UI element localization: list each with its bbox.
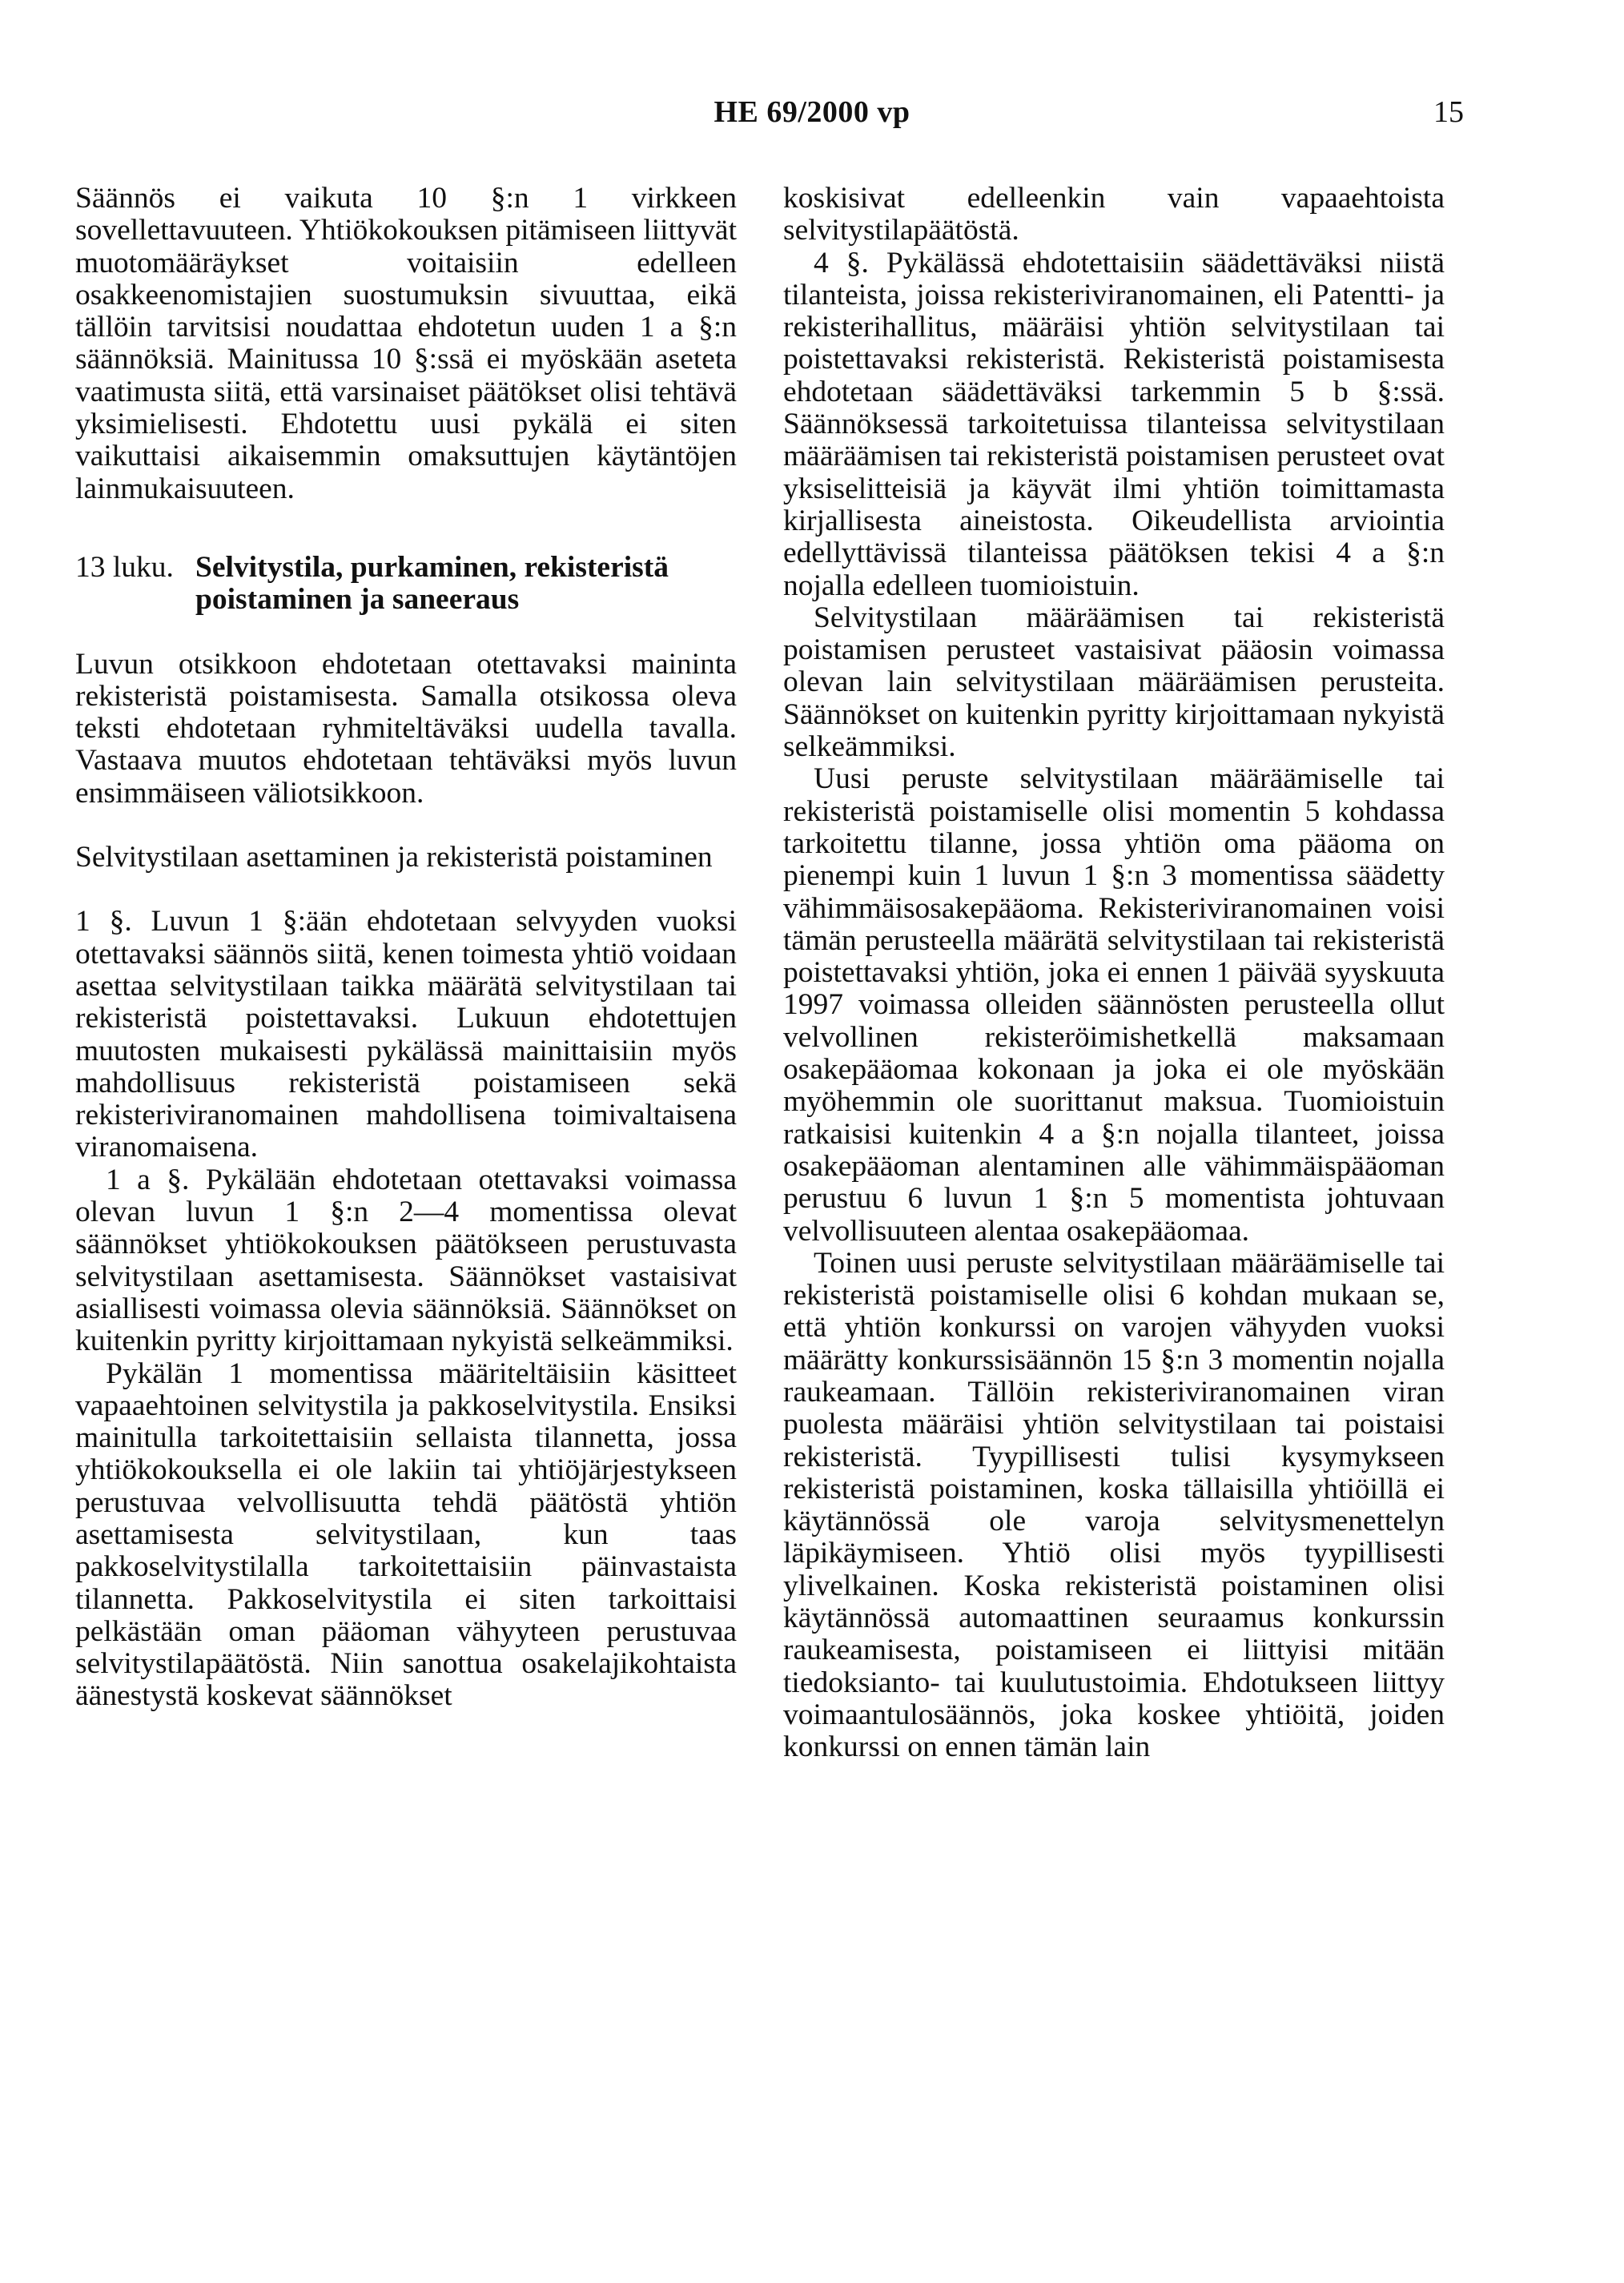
paragraph: Pykälän 1 momentissa määriteltäisiin käsitteet vapaaehtoinen selvitystila ja pakkoselvitystila. Ensiksi mainitulla tarkoitettaisiin sellaista tilannetta, jossa yhtiökokouksella ei ole lakiin tai yhtiöjärjestykseen perustuvaa velvollisuutta tehdä päätöstä yhtiön asettamisesta selvitystilaan, kun taas pakkoselvitystilalla tarkoitettaisiin päinvastaista tilannetta. Pakkoselvitystila ei siten tarkoittaisi pelkästään oman pääoman vähyyteen perustuvaa selvitystilapäätöstä. Niin sanottua osakelajikohtaista äänestystä koskevat säännökset: [75, 1357, 737, 1713]
left-column: [75, 183, 737, 1713]
chapter-title: Selvitystila, purkaminen, rekisteristä poistaminen ja saneeraus: [195, 550, 669, 617]
chapter-heading: [75, 552, 737, 617]
paragraph: koskisivat edelleenkin vain vapaaehtoista selvitystilapäätöstä.: [783, 182, 1445, 247]
paragraph: 4 §. Pykälässä ehdotettaisiin säädettäväksi niistä tilanteista, joissa rekisteriviranomainen, eli Patentti- ja rekisterihallitus, määräisi yhtiön selvitystilaan tai poistettavaksi rekisteristä. Rekisteristä poistamisesta ehdotetaan säädettäväksi tarkemmin 5 b §:ssä. Säännöksessä tarkoitetuissa tilanteissa selvitystilaan määräämisen tai rekisteristä poistamisen perusteet ovat yksiselitteisiä ja käyvät ilmi yhtiön toimittamasta kirjallisesta aineistosta. Oikeudellista arviointia edellyttävissä tilanteissa päätöksen tekisi 4 a §:n nojalla edelleen tuomioistuin.: [783, 246, 1445, 602]
paragraph: Selvitystilaan määräämisen tai rekisteristä poistamisen perusteet vastaisivat pääosin voimassa olevan lain selvitystilaan määräämisen perusteita. Säännökset on kuitenkin pyritty kirjoittamaan nykyistä selkeämmiksi.: [783, 601, 1445, 764]
page-header: [0, 94, 1624, 135]
paragraph: Toinen uusi peruste selvitystilaan määräämiselle tai rekisteristä poistamiselle olisi 6 kohdan mukaan se, että yhtiön konkurssi on varojen vähyyden vuoksi määrätty konkurssisäännön 15 §:n 3 momentin nojalla raukeamaan. Tällöin rekisteriviranomainen viran puolesta määräisi yhtiön selvitystilaan tai poistaisi rekisteristä. Tyypillisesti tulisi kysymykseen rekisteristä poistaminen, koska tällaisilla yhtiöillä ei käytännössä ole varoja selvitysmenettelyn läpikäymiseen. Yhtiö olisi myös tyypillisesti ylivelkainen. Koska rekisteristä poistaminen olisi käytännössä automaattinen seuraamus konkurssin raukeamisesta, poistamiseen ei liittyisi mitään tiedoksianto- tai kuulutustoimia. Ehdotukseen liittyy voimaantulosäännös, joka koskee yhtiöitä, joiden konkurssi on ennen tämän lain: [783, 1246, 1445, 1764]
chapter-number: 13 luku.: [75, 550, 174, 584]
paragraph: Uusi peruste selvitystilaan määräämiselle tai rekisteristä poistamiselle olisi momentin 5 kohdassa tarkoitettu tilanne, jossa yhtiön oma pääoma on pienempi kuin 1 luvun 1 §:n 3 momentissa säädetty vähimmäisosakepääoma. Rekisteriviranomainen voisi tämän perusteella määrätä selvitystilaan tai rekisteristä poistettavaksi yhtiön, joka ei ennen 1 päivää syyskuuta 1997 voimassa olleiden säännösten perusteella ollut velvollinen rekisteröimishetkellä maksamaan osakepääomaa kokonaan ja joka ei ole myöskään myöhemmin ole suorittanut maksua. Tuomioistuin ratkaisisi kuitenkin 4 a §:n nojalla tilanteet, joissa osakepääoman alentaminen alle vähimmäispääoman perustuu 6 luvun 1 §:n 5 momentista johtuvaan velvollisuuteen alentaa osakepääomaa.: [783, 762, 1445, 1248]
paragraph: 1 §. Luvun 1 §:ään ehdotetaan selvyyden vuoksi otettavaksi säännös siitä, kenen toimesta yhtiö voidaan asettaa selvitystilaan taikka määrätä selvitystilaan tai rekisteristä poistettavaksi. Lukuun ehdotettujen muutosten mukaisesti pykälässä mainittaisiin myös mahdollisuus rekisteristä poistamiseen sekä rekisteriviranomainen mahdollisena toimivaltaisena viranomaisena.: [75, 905, 737, 1164]
right-column: [783, 183, 1445, 1764]
paragraph: 1 a §. Pykälään ehdotetaan otettavaksi voimassa olevan luvun 1 §:n 2—4 momentissa olevat säännökset yhtiökokouksen päätökseen perustuvasta selvitystilaan asettamisesta. Säännökset vastaisivat asiallisesti voimassa olevia säännöksiä. Säännökset on kuitenkin pyritty kirjoittamaan nykyistä selkeämmiksi.: [75, 1163, 737, 1358]
paragraph: Luvun otsikkoon ehdotetaan otettavaksi maininta rekisteristä poistamisesta. Samalla otsikossa oleva teksti ehdotetaan ryhmiteltäväksi uudella tavalla. Vastaava muutos ehdotetaan tehtäväksi myös luvun ensimmäiseen väliotsikkoon.: [75, 647, 737, 810]
document-id: HE 69/2000 vp: [714, 95, 910, 129]
paragraph: Säännös ei vaikuta 10 §:n 1 virkkeen sovellettavuuteen. Yhtiökokouksen pitämiseen liittyvät muotomääräykset voitaisiin edelleen osakkeenomistajien suostumuksin sivuuttaa, eikä tällöin tarvitsisi noudattaa ehdotetun uuden 1 a §:n säännöksiä. Mainitussa 10 §:ssä ei myöskään aseteta vaatimusta siitä, että varsinaiset päätökset olisi tehtävä yksimielisesti. Ehdotettu uusi pykälä ei siten vaikuttaisi aikaisemmin omaksuttujen käytäntöjen lainmukaisuuteen.: [75, 182, 737, 505]
page-number: 15: [1433, 95, 1464, 129]
section-subheading: Selvitystilaan asettaminen ja rekisteristä poistaminen: [75, 841, 713, 874]
